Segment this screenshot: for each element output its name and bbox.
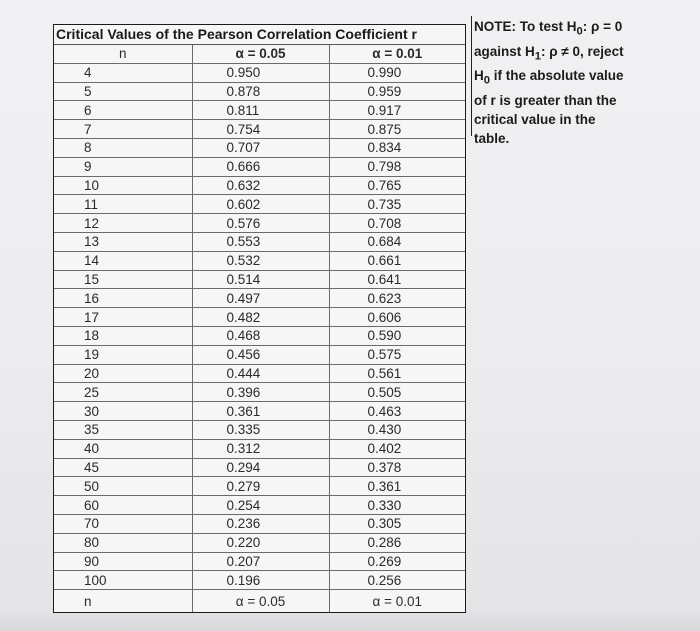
footer-n: n xyxy=(54,590,192,613)
row-n-cell: 35 xyxy=(54,420,192,439)
row-alpha-05-cell: 0.196 xyxy=(192,571,329,590)
row-alpha-05-cell: 0.254 xyxy=(192,496,329,515)
table-row xyxy=(54,308,465,327)
row-alpha-01-cell: 0.959 xyxy=(329,82,465,101)
row-n-cell: 60 xyxy=(54,496,192,515)
table-row xyxy=(54,364,465,383)
row-alpha-01-cell: 0.606 xyxy=(329,308,465,327)
table-row xyxy=(54,214,465,233)
table-row xyxy=(54,138,465,157)
row-n-cell: 18 xyxy=(54,326,192,345)
row-alpha-05-cell: 0.279 xyxy=(192,477,329,496)
row-alpha-05-cell: 0.707 xyxy=(192,138,329,157)
row-alpha-05-cell: 0.396 xyxy=(192,383,329,402)
table-row xyxy=(54,533,465,552)
row-alpha-05-cell: 0.294 xyxy=(192,458,329,477)
row-n-cell: 90 xyxy=(54,552,192,571)
row-alpha-01-cell: 0.575 xyxy=(329,345,465,364)
row-alpha-01-cell: 0.590 xyxy=(329,326,465,345)
row-alpha-01-cell: 0.256 xyxy=(329,571,465,590)
note-line-2: against $H_1$: ρ ≠ 0, reject xyxy=(474,43,624,63)
header-n: n xyxy=(54,45,192,63)
table-row xyxy=(54,326,465,345)
row-n-cell: 12 xyxy=(54,214,192,233)
table-row xyxy=(54,270,465,289)
row-n-cell: 5 xyxy=(54,82,192,101)
row-alpha-01-cell: 0.917 xyxy=(329,101,465,120)
footer-alpha-05: α = 0.05 xyxy=(192,590,329,613)
row-n-cell: 30 xyxy=(54,402,192,421)
row-alpha-01-cell: 0.378 xyxy=(329,458,465,477)
table-row xyxy=(54,458,465,477)
row-n-cell: 25 xyxy=(54,383,192,402)
note-line-1: NOTE: To test $H_0$: ρ = 0 xyxy=(474,19,623,38)
note-text xyxy=(474,17,664,148)
row-n-cell: 9 xyxy=(54,157,192,176)
row-n-cell: 17 xyxy=(54,308,192,327)
row-n-cell: 6 xyxy=(54,101,192,120)
row-alpha-05-cell: 0.754 xyxy=(192,120,329,139)
table-row xyxy=(54,120,465,139)
header-alpha-05: α = 0.05 xyxy=(192,45,329,63)
row-alpha-05-cell: 0.514 xyxy=(192,270,329,289)
row-alpha-05-cell: 0.236 xyxy=(192,514,329,533)
row-n-cell: 7 xyxy=(54,120,192,139)
row-n-cell: 14 xyxy=(54,251,192,270)
row-n-cell: 10 xyxy=(54,176,192,195)
row-alpha-05-cell: 0.632 xyxy=(192,176,329,195)
row-alpha-05-cell: 0.532 xyxy=(192,251,329,270)
row-alpha-01-cell: 0.305 xyxy=(329,514,465,533)
table-row xyxy=(54,477,465,496)
row-alpha-01-cell: 0.361 xyxy=(329,477,465,496)
row-alpha-01-cell: 0.430 xyxy=(329,420,465,439)
row-n-cell: 20 xyxy=(54,364,192,383)
footer-alpha-01: α = 0.01 xyxy=(372,593,422,609)
row-alpha-01-cell: 0.505 xyxy=(329,383,465,402)
row-n-cell: 70 xyxy=(54,514,192,533)
table-row xyxy=(54,571,465,590)
note-line-3: $H_0$ if the absolute value xyxy=(474,68,624,88)
row-alpha-05-cell: 0.444 xyxy=(192,364,329,383)
header-row xyxy=(54,45,465,63)
footer-row xyxy=(54,590,465,613)
row-alpha-05-cell: 0.361 xyxy=(192,402,329,421)
row-n-cell: 13 xyxy=(54,232,192,251)
note-line-6: table. xyxy=(474,131,510,147)
row-alpha-01-cell: 0.875 xyxy=(329,120,465,139)
row-alpha-05-cell: 0.497 xyxy=(192,289,329,308)
table-row xyxy=(54,402,465,421)
row-n-cell: 4 xyxy=(54,63,192,82)
row-n-cell: 100 xyxy=(54,571,192,590)
table-row xyxy=(54,251,465,270)
row-n-cell: 11 xyxy=(54,195,192,214)
row-n-cell: 50 xyxy=(54,477,192,496)
row-alpha-01-cell: 0.641 xyxy=(329,270,465,289)
row-n-cell: 8 xyxy=(54,138,192,157)
table-row xyxy=(54,101,465,120)
row-alpha-05-cell: 0.553 xyxy=(192,232,329,251)
table-row xyxy=(54,345,465,364)
row-n-cell: 45 xyxy=(54,458,192,477)
table-row xyxy=(54,157,465,176)
table-row xyxy=(54,82,465,101)
row-n-cell: 80 xyxy=(54,533,192,552)
row-n-cell: 19 xyxy=(54,345,192,364)
row-alpha-01-cell: 0.684 xyxy=(329,232,465,251)
row-alpha-01-cell: 0.330 xyxy=(329,496,465,515)
row-alpha-01-cell: 0.661 xyxy=(329,251,465,270)
row-alpha-05-cell: 0.312 xyxy=(192,439,329,458)
critical-values-table xyxy=(53,24,466,613)
row-alpha-01-cell: 0.798 xyxy=(329,157,465,176)
row-alpha-01-cell: 0.735 xyxy=(329,195,465,214)
row-alpha-01-cell: 0.463 xyxy=(329,402,465,421)
row-alpha-01-cell: 0.623 xyxy=(329,289,465,308)
table-row xyxy=(54,383,465,402)
table-row xyxy=(54,420,465,439)
row-alpha-05-cell: 0.878 xyxy=(192,82,329,101)
header-alpha-01: α = 0.01 xyxy=(329,45,465,63)
row-alpha-05-cell: 0.335 xyxy=(192,420,329,439)
row-alpha-05-cell: 0.602 xyxy=(192,195,329,214)
row-alpha-01-cell: 0.402 xyxy=(329,439,465,458)
row-alpha-01-cell: 0.834 xyxy=(329,138,465,157)
table-body xyxy=(54,63,465,589)
row-alpha-05-cell: 0.811 xyxy=(192,101,329,120)
table-row xyxy=(54,176,465,195)
table-row xyxy=(54,195,465,214)
table-row xyxy=(54,63,465,82)
row-alpha-05-cell: 0.576 xyxy=(192,214,329,233)
row-alpha-01-cell: 0.708 xyxy=(329,214,465,233)
note-line-4: of r is greater than the xyxy=(474,93,617,109)
row-alpha-01-cell: 0.765 xyxy=(329,176,465,195)
table-row xyxy=(54,496,465,515)
row-alpha-05-cell: 0.456 xyxy=(192,345,329,364)
row-alpha-05-cell: 0.207 xyxy=(192,552,329,571)
table-row xyxy=(54,232,465,251)
row-alpha-05-cell: 0.468 xyxy=(192,326,329,345)
row-alpha-05-cell: 0.482 xyxy=(192,308,329,327)
row-alpha-01-cell: 0.990 xyxy=(329,63,465,82)
row-alpha-01-cell: 0.561 xyxy=(329,364,465,383)
table-row xyxy=(54,552,465,571)
row-alpha-01-cell: 0.286 xyxy=(329,533,465,552)
row-n-cell: 40 xyxy=(54,439,192,458)
values-grid xyxy=(54,45,465,612)
table-row xyxy=(54,289,465,308)
row-alpha-05-cell: 0.666 xyxy=(192,157,329,176)
table-row xyxy=(54,439,465,458)
row-n-cell: 15 xyxy=(54,270,192,289)
row-alpha-05-cell: 0.220 xyxy=(192,533,329,552)
row-alpha-01-cell: 0.269 xyxy=(329,552,465,571)
row-alpha-05-cell: 0.950 xyxy=(192,63,329,82)
table-title: Critical Values of the Pearson Correlation Coefficient r xyxy=(54,25,465,45)
row-n-cell: 16 xyxy=(54,289,192,308)
note-line-5: critical value in the xyxy=(474,112,596,128)
table-row xyxy=(54,514,465,533)
